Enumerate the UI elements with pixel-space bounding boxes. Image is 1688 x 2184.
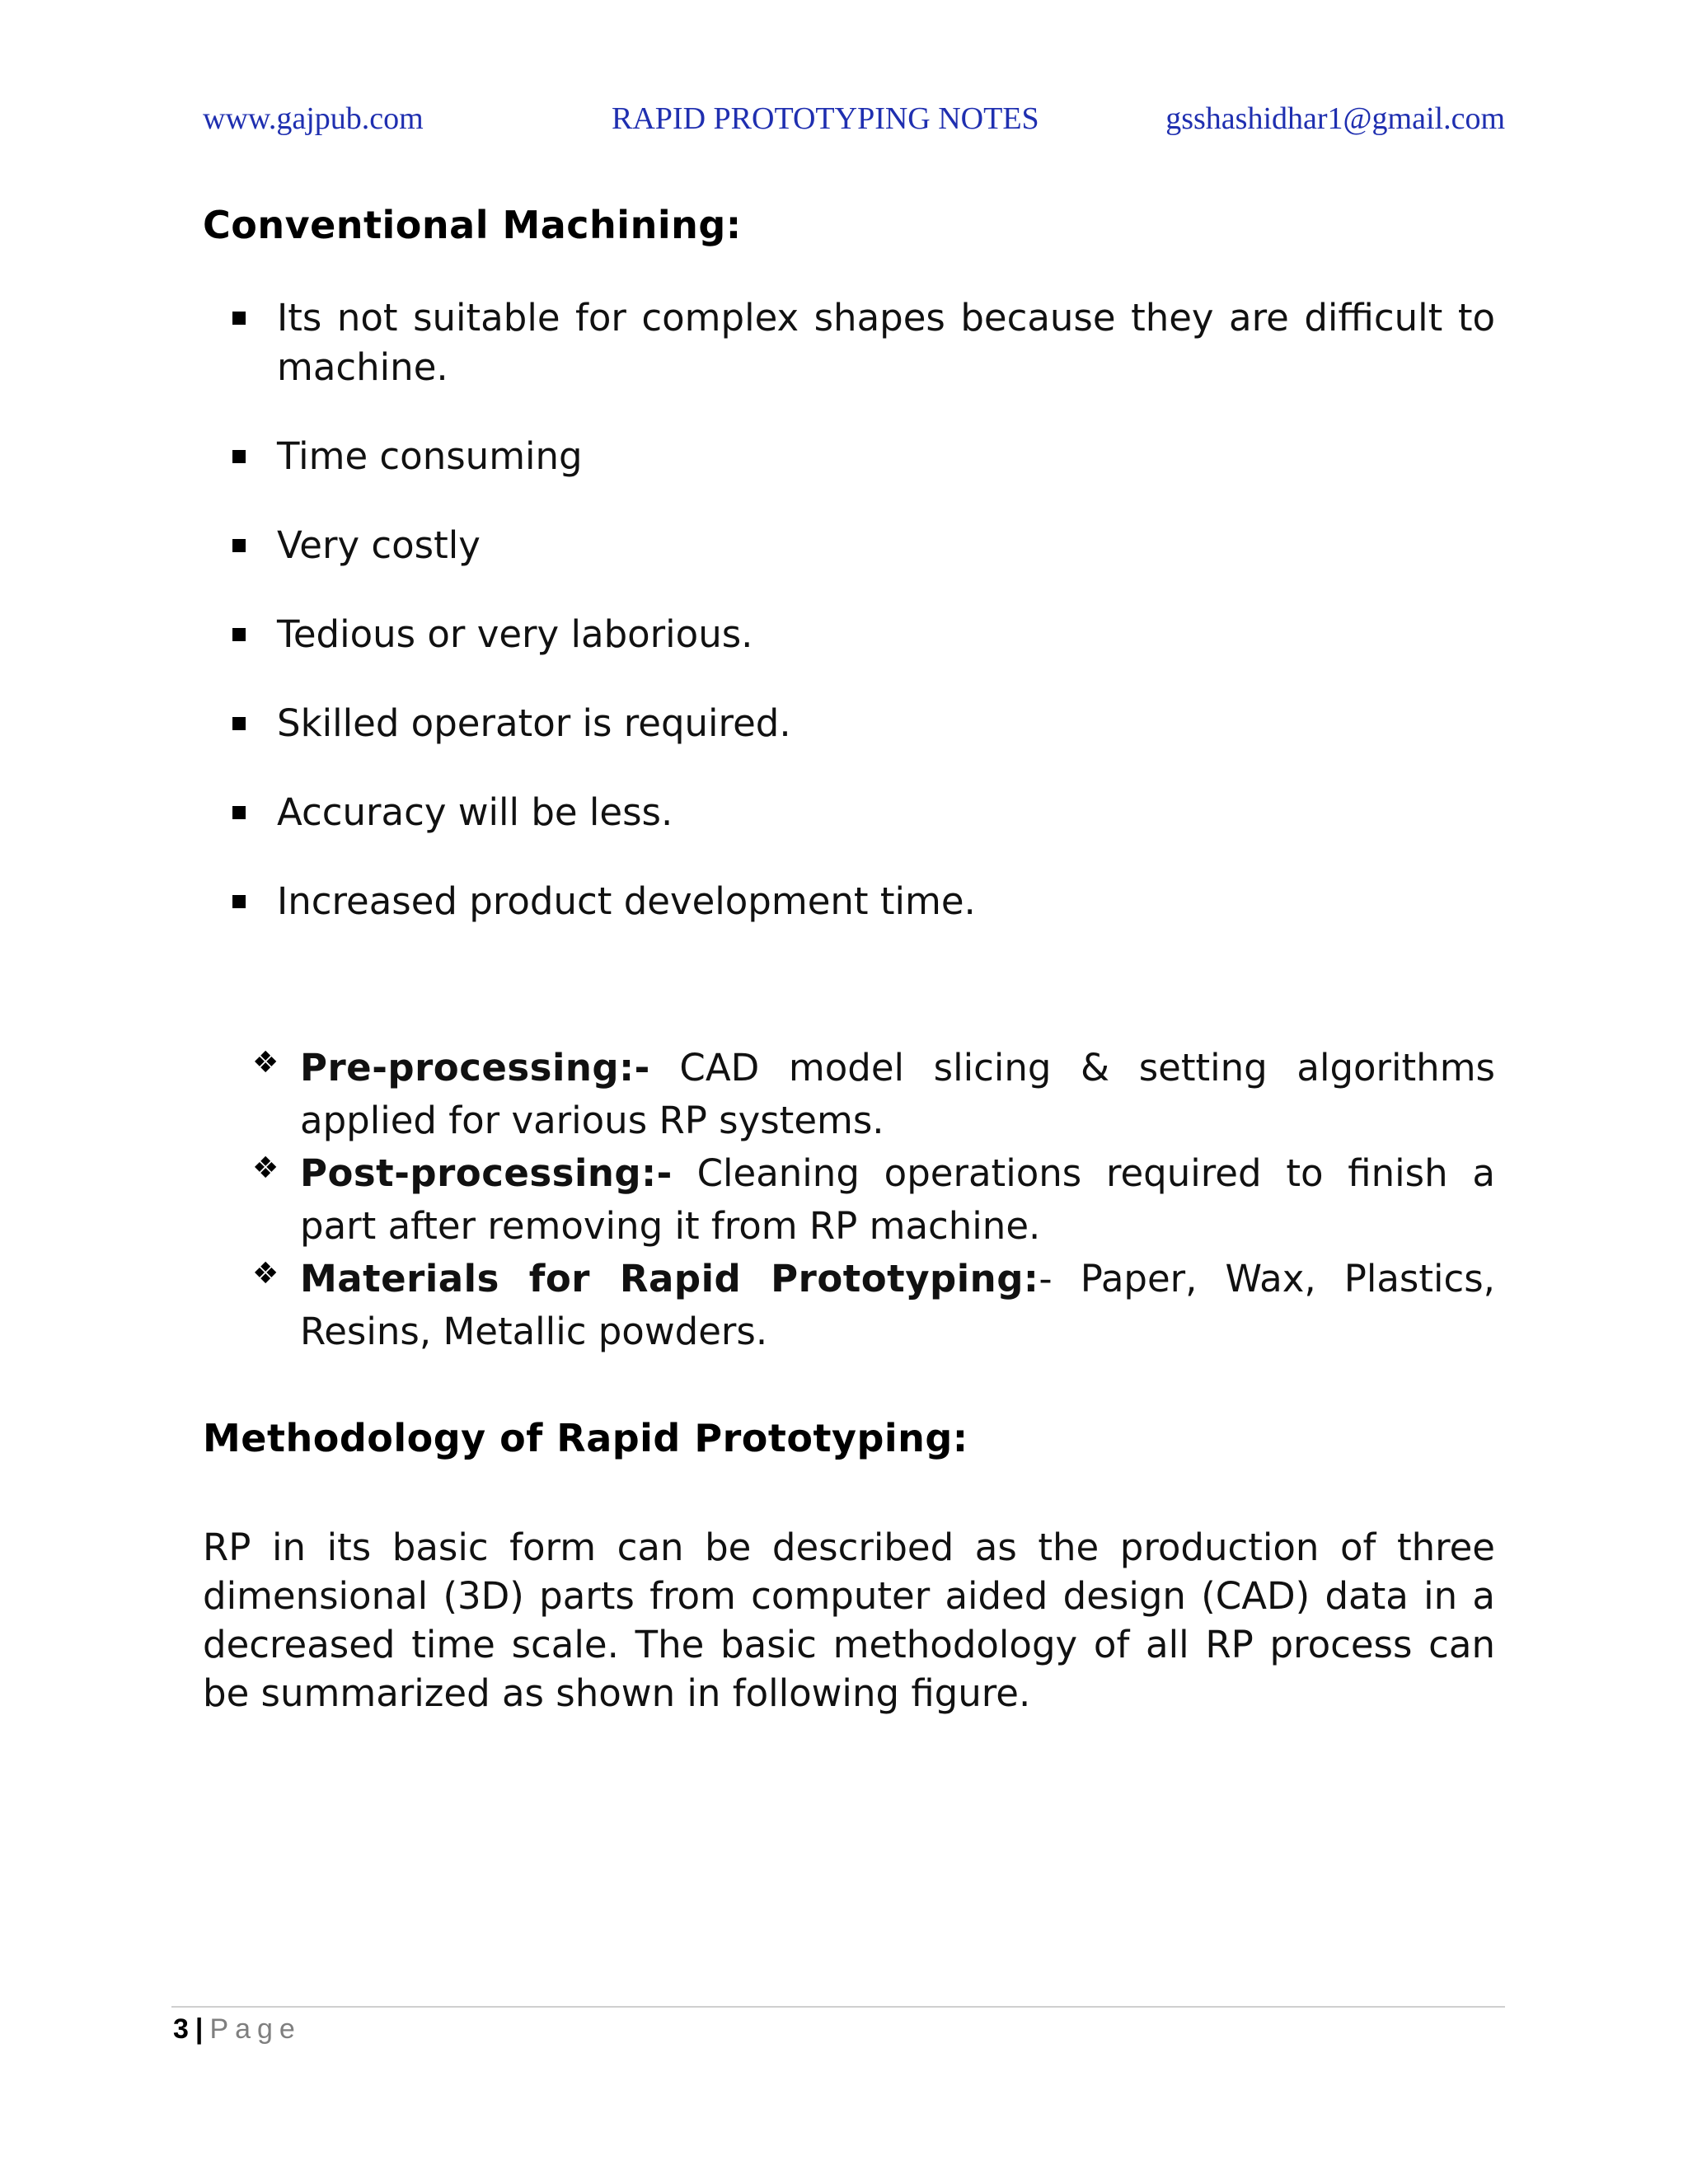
diamond-bullet-icon: ❖ <box>252 1257 279 1291</box>
document-body <box>203 198 1495 1718</box>
definitions-list <box>252 1042 1495 1358</box>
list-item <box>203 877 1495 926</box>
list-item <box>203 788 1495 837</box>
conventional-machining-list <box>203 293 1495 926</box>
definition-item-materials <box>252 1253 1495 1358</box>
definition-term: Materials for Rapid Prototyping: <box>300 1257 1039 1301</box>
square-bullet-icon <box>232 895 246 908</box>
definition-term: Pre-processing:- <box>300 1046 650 1090</box>
definition-text: - Paper, Wax, Plastics, Resins, Metallic powders. <box>300 1257 1495 1353</box>
list-item <box>203 432 1495 481</box>
page-label: Page <box>209 2013 302 2045</box>
section-heading-conventional-machining: Conventional Machining: <box>203 203 742 247</box>
list-item-text: Its not suitable for complex shapes because they are difficult to machine. <box>277 296 1495 389</box>
square-bullet-icon <box>232 539 246 552</box>
header-title: RAPID PROTOTYPING NOTES <box>612 101 1039 136</box>
header-email: gsshashidhar1@gmail.com <box>1165 101 1505 136</box>
list-item-text: Time consuming <box>277 434 583 478</box>
definition-text: CAD model slicing & setting algorithms applied for various RP systems. <box>300 1046 1495 1142</box>
page-footer <box>173 2011 302 2047</box>
square-bullet-icon <box>232 450 246 463</box>
footer-separator: | <box>195 2013 204 2045</box>
list-item-text: Very costly <box>277 523 481 567</box>
diamond-bullet-icon: ❖ <box>252 1046 279 1080</box>
square-bullet-icon <box>232 717 246 730</box>
list-item <box>203 699 1495 748</box>
list-item-text: Skilled operator is required. <box>277 701 791 745</box>
methodology-paragraph: RP in its basic form can be described as the production of three dimensional (3D) parts from computer aided design (CAD) data in a decreased time scale. The basic methodology of all RP process can be summarized as shown in following figure. <box>203 1526 1495 1715</box>
square-bullet-icon <box>232 628 246 641</box>
list-item <box>203 293 1495 392</box>
list-item <box>203 610 1495 659</box>
definition-term: Post-processing:- <box>300 1151 673 1195</box>
list-item-text: Tedious or very laborious. <box>277 612 753 656</box>
definition-item-pre-processing <box>252 1042 1495 1147</box>
definition-text: Cleaning operations required to finish a part after removing it from RP machine. <box>300 1151 1495 1248</box>
page-header <box>203 101 1505 142</box>
footer-divider <box>171 2006 1505 2008</box>
page-number: 3 <box>173 2013 189 2045</box>
list-item-text: Accuracy will be less. <box>277 790 673 834</box>
square-bullet-icon <box>232 806 246 819</box>
list-item-text: Increased product development time. <box>277 879 976 923</box>
diamond-bullet-icon: ❖ <box>252 1151 279 1185</box>
section-heading-methodology: Methodology of Rapid Prototyping: <box>203 1416 968 1460</box>
definition-item-post-processing <box>252 1147 1495 1253</box>
square-bullet-icon <box>232 312 246 325</box>
header-website: www.gajpub.com <box>203 101 424 136</box>
list-item <box>203 521 1495 570</box>
